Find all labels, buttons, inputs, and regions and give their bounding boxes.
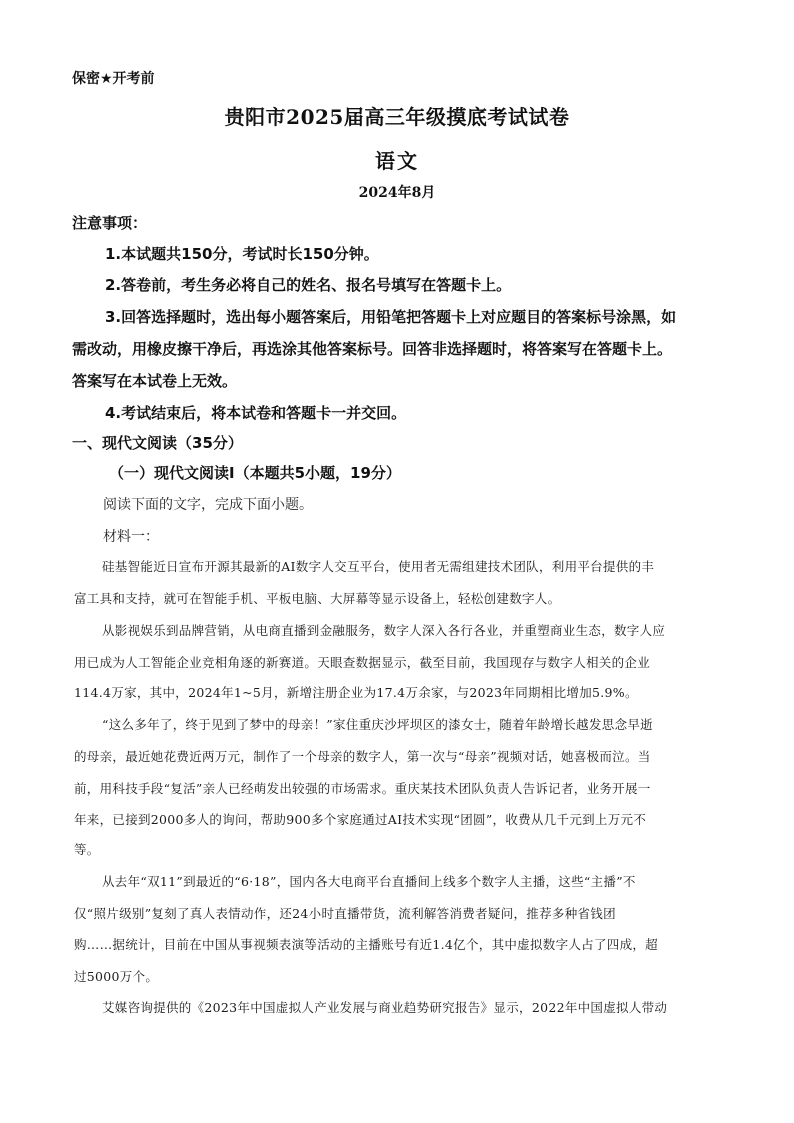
- note-line: 2.答卷前，考生务必将自己的姓名、报名号填写在答题卡上。: [105, 276, 512, 294]
- note-line: 答案写在本试卷上无效。: [72, 372, 238, 390]
- passage-line: 年来，已接到2000多人的询问，帮助900多个家庭通过AI技术实现“团圆”，收费从几千元到上万元不: [74, 812, 647, 827]
- passage-line: 的母亲，最近她花费近两万元，制作了一个母亲的数字人，第一次与“母亲”视频对话，她喜极而泣。当: [74, 749, 651, 764]
- passage-line: 富工具和支持，就可在智能手机、平板电脑、大屏幕等显示设备上，轻松创建数字人。: [74, 591, 561, 606]
- note-line: 3.回答选择题时，选出每小题答案后，用铅笔把答题卡上对应题目的答案标号涂黑，如: [105, 308, 677, 326]
- material-label: 材料一：: [103, 529, 159, 545]
- note-line: 4.考试结束后，将本试卷和答题卡一并交回。: [105, 404, 407, 422]
- subject-title: 语文: [375, 149, 419, 173]
- notes-heading: 注意事项：: [72, 214, 148, 232]
- passage-line: 等。: [74, 842, 100, 857]
- passage-line: 从影视娱乐到品牌营销，从电商直播到金融服务，数字人深入各行各业，并重塑商业生态，数字人应: [102, 623, 666, 638]
- passage-line: “这么多年了，终于见到了梦中的母亲！”家住重庆沙坪坝区的漆女士，随着年龄增长越发思念早逝: [102, 717, 653, 732]
- exam-date: 2024年8月: [358, 185, 436, 201]
- exam-title: 贵阳市2025届高三年级摸底考试试卷: [224, 105, 570, 129]
- passage-line: 艾媒咨询提供的《2023年中国虚拟人产业发展与商业趋势研究报告》显示，2022年中国虚拟人带动: [102, 1000, 668, 1015]
- note-line: 1.本试题共150分，考试时长150分钟。: [105, 245, 379, 263]
- passage-line: 从去年“双11”到最近的“6·18”，国内各大电商平台直播间上线多个数字人主播，这些“主播”不: [102, 874, 636, 889]
- passage-line: 前，用科技手段“复活”亲人已经萌发出较强的市场需求。重庆某技术团队负责人告诉记者，业务开展一: [74, 781, 651, 796]
- note-line: 需改动，用橡皮擦干净后，再选涂其他答案标号。回答非选择题时，将答案写在答题卡上。: [72, 340, 673, 358]
- passage-line: 硅基智能近日宣布开源其最新的AI数字人交互平台，使用者无需组建技术团队，利用平台提供的丰: [102, 559, 655, 574]
- passage-line: 过5000万个。: [74, 969, 159, 984]
- subsection-title: （一）现代文阅读Ⅰ（本题共5小题，19分）: [109, 464, 401, 482]
- passage-line: 购……据统计，目前在中国从事视频表演等活动的主播账号有近1.4亿个，其中虚拟数字人占了四成，超: [74, 937, 658, 952]
- passage-line: 114.4万家，其中，2024年1~5月，新增注册企业为17.4万余家，与2023年同期相比增加5.9%。: [74, 685, 638, 700]
- section-title: 一、现代文阅读（35分）: [72, 434, 243, 452]
- reading-instruction: 阅读下面的文字，完成下面小题。: [103, 497, 313, 513]
- passage-line: 仅“照片级别”复刻了真人表情动作，还24小时直播带货，流利解答消费者疑问，推荐多种省钱团: [74, 906, 616, 921]
- passage-line: 用已成为人工智能企业竞相角逐的新赛道。天眼查数据显示，截至目前，我国现存与数字人相关的企业: [74, 655, 651, 670]
- confidential-mark: 保密★开考前: [72, 71, 155, 87]
